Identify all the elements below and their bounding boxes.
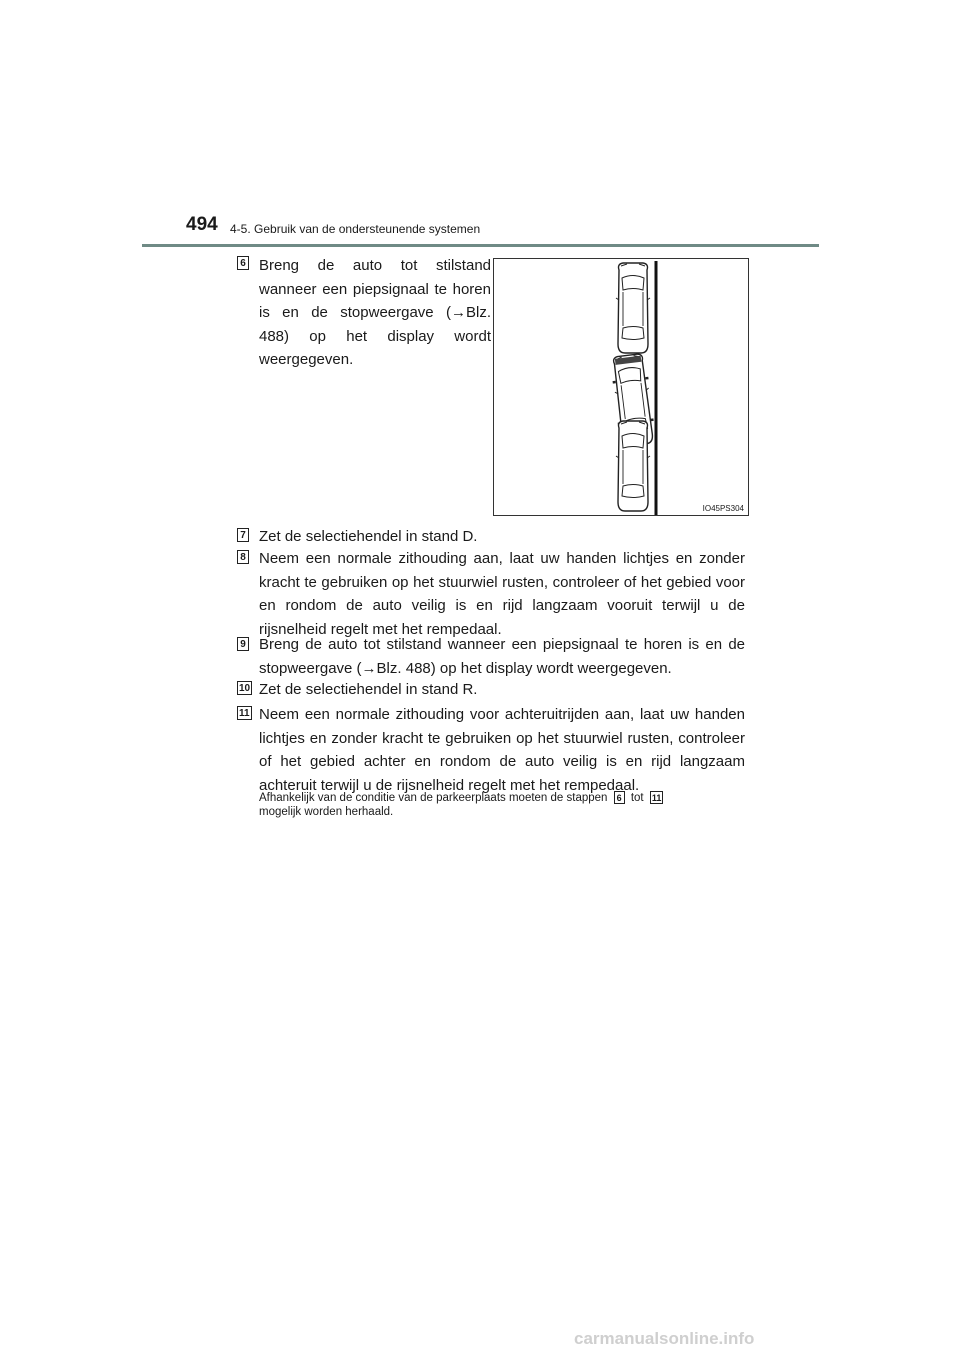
- step-7-number: 7: [237, 528, 249, 542]
- parking-figure: [493, 258, 749, 516]
- footnote-step-from: 6: [614, 791, 625, 804]
- header-rule: [142, 244, 819, 247]
- footnote: [259, 791, 745, 819]
- footnote-step-to: 11: [651, 793, 662, 804]
- step-6-text: Breng de auto tot stilstand wanneer een piepsignaal te horen is en de stopweergave (→Blz. 488) op het display wordt weergegeven.: [259, 257, 491, 368]
- step-9-text: Breng de auto tot stilstand wanneer een piepsignaal te horen is en de stopweergave (→Blz. 488) op het display wordt weergegeven.: [259, 636, 745, 677]
- parking-illustration: [494, 259, 750, 517]
- step-7-text: Zet de selectiehendel in stand D.: [259, 528, 478, 545]
- step-10-text: Zet de selectiehendel in stand R.: [259, 681, 478, 698]
- step-8-text: Neem een normale zithouding aan, laat uw handen lichtjes en zonder kracht te gebruiken op het stuurwiel rusten, controleer of het gebied voor en rondom de auto veilig is en rijd langzaam vooruit terwijl u de rijsnelheid regelt met het rempedaal.: [259, 550, 745, 638]
- page-number: 494: [186, 214, 218, 235]
- section-title: 4-5. Gebruik van de ondersteunende systemen: [230, 222, 481, 236]
- watermark: carmanualsonline.info: [574, 1329, 755, 1348]
- parked-car-front: [616, 263, 650, 353]
- step-8-number: 8: [237, 550, 249, 564]
- step-6-number: 6: [237, 256, 249, 270]
- footnote-text-before: Afhankelijk van de conditie van de parkeerplaats moeten de stappen: [259, 792, 608, 804]
- step-11-number: 11: [239, 708, 250, 719]
- step-11-text: Neem een normale zithouding voor achteruitrijden aan, laat uw handen lichtjes en zonder kracht te gebruiken op het stuurwiel rusten, controleer of het gebied achter en rondom de auto veilig is en rijd langzaam achteruit terwijl u de rijsnelheid regelt met het rempedaal.: [259, 706, 745, 794]
- footnote-text-after: mogelijk worden herhaald.: [259, 806, 394, 818]
- footnote-text-middle: tot: [630, 792, 644, 804]
- step-9-number: 9: [237, 637, 249, 651]
- step-10-number: 10: [239, 683, 251, 694]
- figure-code: IO45PS304: [702, 504, 744, 513]
- parked-car-rear: [616, 421, 650, 511]
